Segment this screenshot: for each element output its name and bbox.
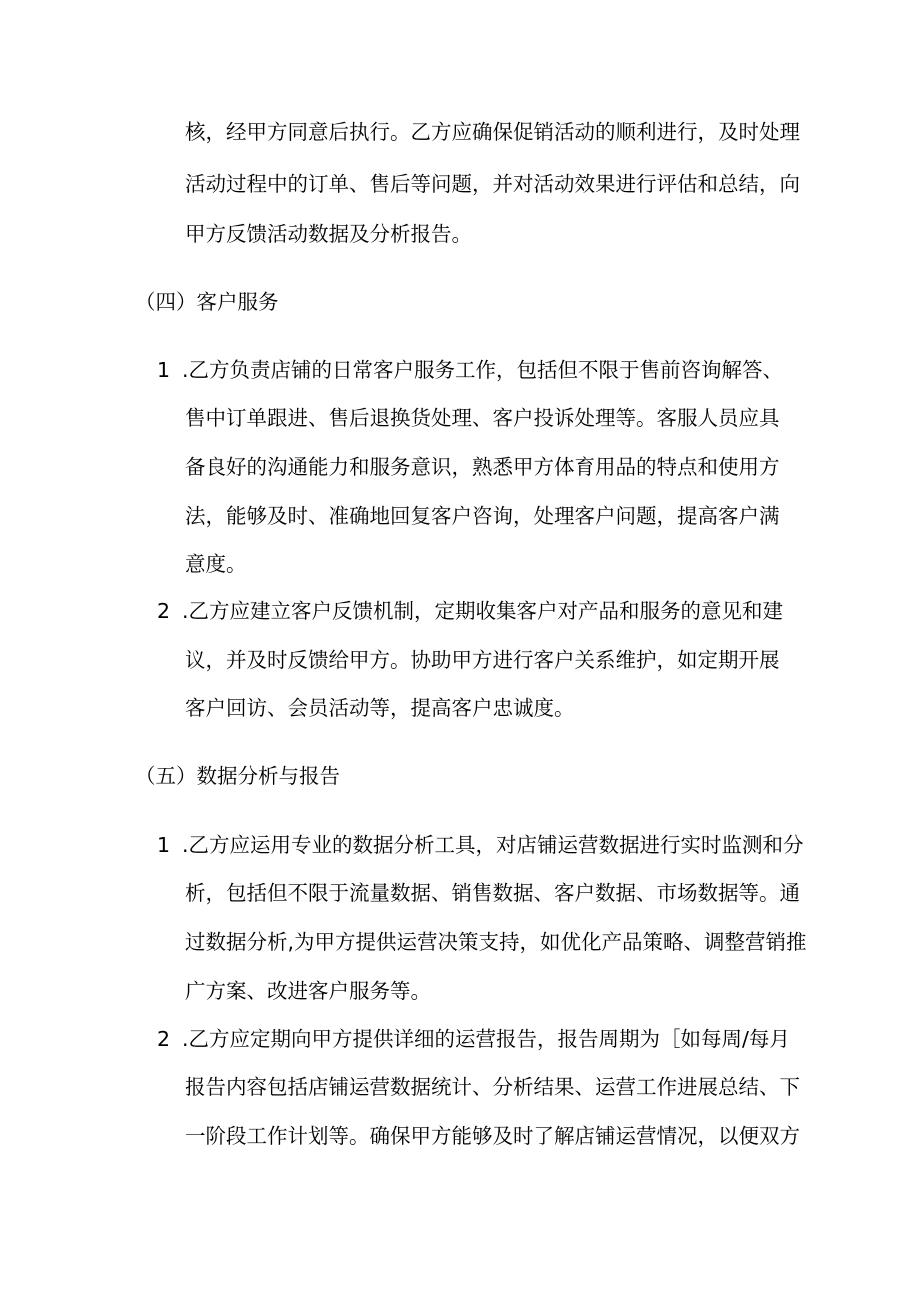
section-heading-data-analysis: （五）数据分析与报告 bbox=[135, 764, 340, 788]
list-item-line: .乙方应建立客户反馈机制，定期收集客户对产品和服务的意见和建 bbox=[182, 599, 784, 623]
list-item-line: .乙方应运用专业的数据分析工具，对店铺运营数据进行实时监测和分 bbox=[182, 833, 804, 857]
list-item-line: 备良好的沟通能力和服务意识，熟悉甲方体育用品的特点和使用方 bbox=[185, 455, 780, 479]
list-item-line: 析，包括但不限于流量数据、销售数据、客户数据、市场数据等。通 bbox=[185, 881, 800, 905]
paragraph-line: 核，经甲方同意后执行。乙方应确保促销活动的顺利进行，及时处理 bbox=[185, 120, 800, 144]
list-item-line: 广方案、改进客户服务等。 bbox=[185, 979, 431, 1003]
list-item-line: 意度。 bbox=[185, 552, 247, 576]
paragraph-line: 甲方反馈活动数据及分析报告。 bbox=[185, 222, 472, 246]
paragraph-line: 活动过程中的订单、售后等问题，并对活动效果进行评估和总结，向 bbox=[185, 172, 800, 196]
list-item-line: 一阶段工作计划等。确保甲方能够及时了解店铺运营情况，以便双方 bbox=[185, 1124, 800, 1148]
list-item-line: 过数据分析,为甲方提供运营决策支持，如优化产品策略、调整营销推 bbox=[185, 930, 807, 954]
list-item-number: 1 bbox=[157, 358, 171, 382]
list-item-line: .乙方负责店铺的日常客户服务工作，包括但不限于售前咨询解答、 bbox=[182, 358, 784, 382]
list-item-line: .乙方应定期向甲方提供详细的运营报告，报告周期为［如每周/每月 bbox=[182, 1027, 790, 1051]
list-item-number: 1 bbox=[157, 833, 171, 857]
list-item-line: 报告内容包括店铺运营数据统计、分析结果、运营工作进展总结、下 bbox=[185, 1075, 800, 1099]
section-heading-customer-service: （四）客户服务 bbox=[135, 290, 279, 314]
list-item-line: 议，并及时反馈给甲方。协助甲方进行客户关系维护，如定期开展 bbox=[185, 648, 780, 672]
list-item-number: 2 bbox=[157, 599, 171, 623]
list-item-number: 2 bbox=[157, 1027, 171, 1051]
list-item-line: 售中订单跟进、售后退换货处理、客户投诉处理等。客服人员应具 bbox=[185, 406, 780, 430]
list-item-line: 客户回访、会员活动等，提高客户忠诚度。 bbox=[185, 696, 575, 720]
list-item-line: 法，能够及时、准确地回复客户咨询，处理客户问题，提高客户满 bbox=[185, 504, 780, 528]
